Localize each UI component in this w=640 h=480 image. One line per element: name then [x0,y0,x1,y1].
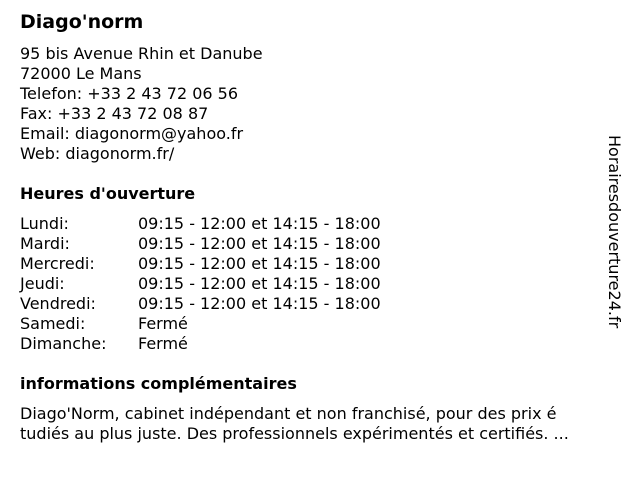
day-hours: 09:15 - 12:00 et 14:15 - 18:00 [138,294,381,313]
day-label: Dimanche: [20,334,107,353]
description-line: Diago'Norm, cabinet indépendant et non franchisé, pour des prix é [20,404,557,423]
fax-number: Fax: +33 2 43 72 08 87 [20,104,209,123]
day-hours: 09:15 - 12:00 et 14:15 - 18:00 [138,254,381,273]
contact-block [20,44,263,164]
day-hours: 09:15 - 12:00 et 14:15 - 18:00 [138,234,381,253]
day-hours: Fermé [138,314,188,333]
description-line: tudiés au plus juste. Des professionnels expérimentés et certifiés. ... [20,424,569,443]
website-link: Web: diagonorm.fr/ [20,144,175,163]
day-hours: Fermé [138,334,188,353]
day-label: Mardi: [20,234,70,253]
additional-info-heading: informations complémentaires [20,374,297,393]
phone-number: Telefon: +33 2 43 72 06 56 [20,84,239,103]
business-name: Diago'norm [20,11,144,33]
address-line-street: 95 bis Avenue Rhin et Danube [20,44,263,63]
business-description [20,404,620,444]
email-address: Email: diagonorm@yahoo.fr [20,124,244,143]
day-label: Mercredi: [20,254,95,273]
address-line-city: 72000 Le Mans [20,64,142,83]
day-label: Lundi: [20,214,69,233]
day-label: Samedi: [20,314,86,333]
opening-hours-heading: Heures d'ouverture [20,184,196,203]
day-label: Vendredi: [20,294,96,313]
day-hours: 09:15 - 12:00 et 14:15 - 18:00 [138,274,381,293]
site-watermark: Horairesdouverture24.fr [605,135,624,329]
day-hours: 09:15 - 12:00 et 14:15 - 18:00 [138,214,381,233]
day-label: Jeudi: [20,274,65,293]
